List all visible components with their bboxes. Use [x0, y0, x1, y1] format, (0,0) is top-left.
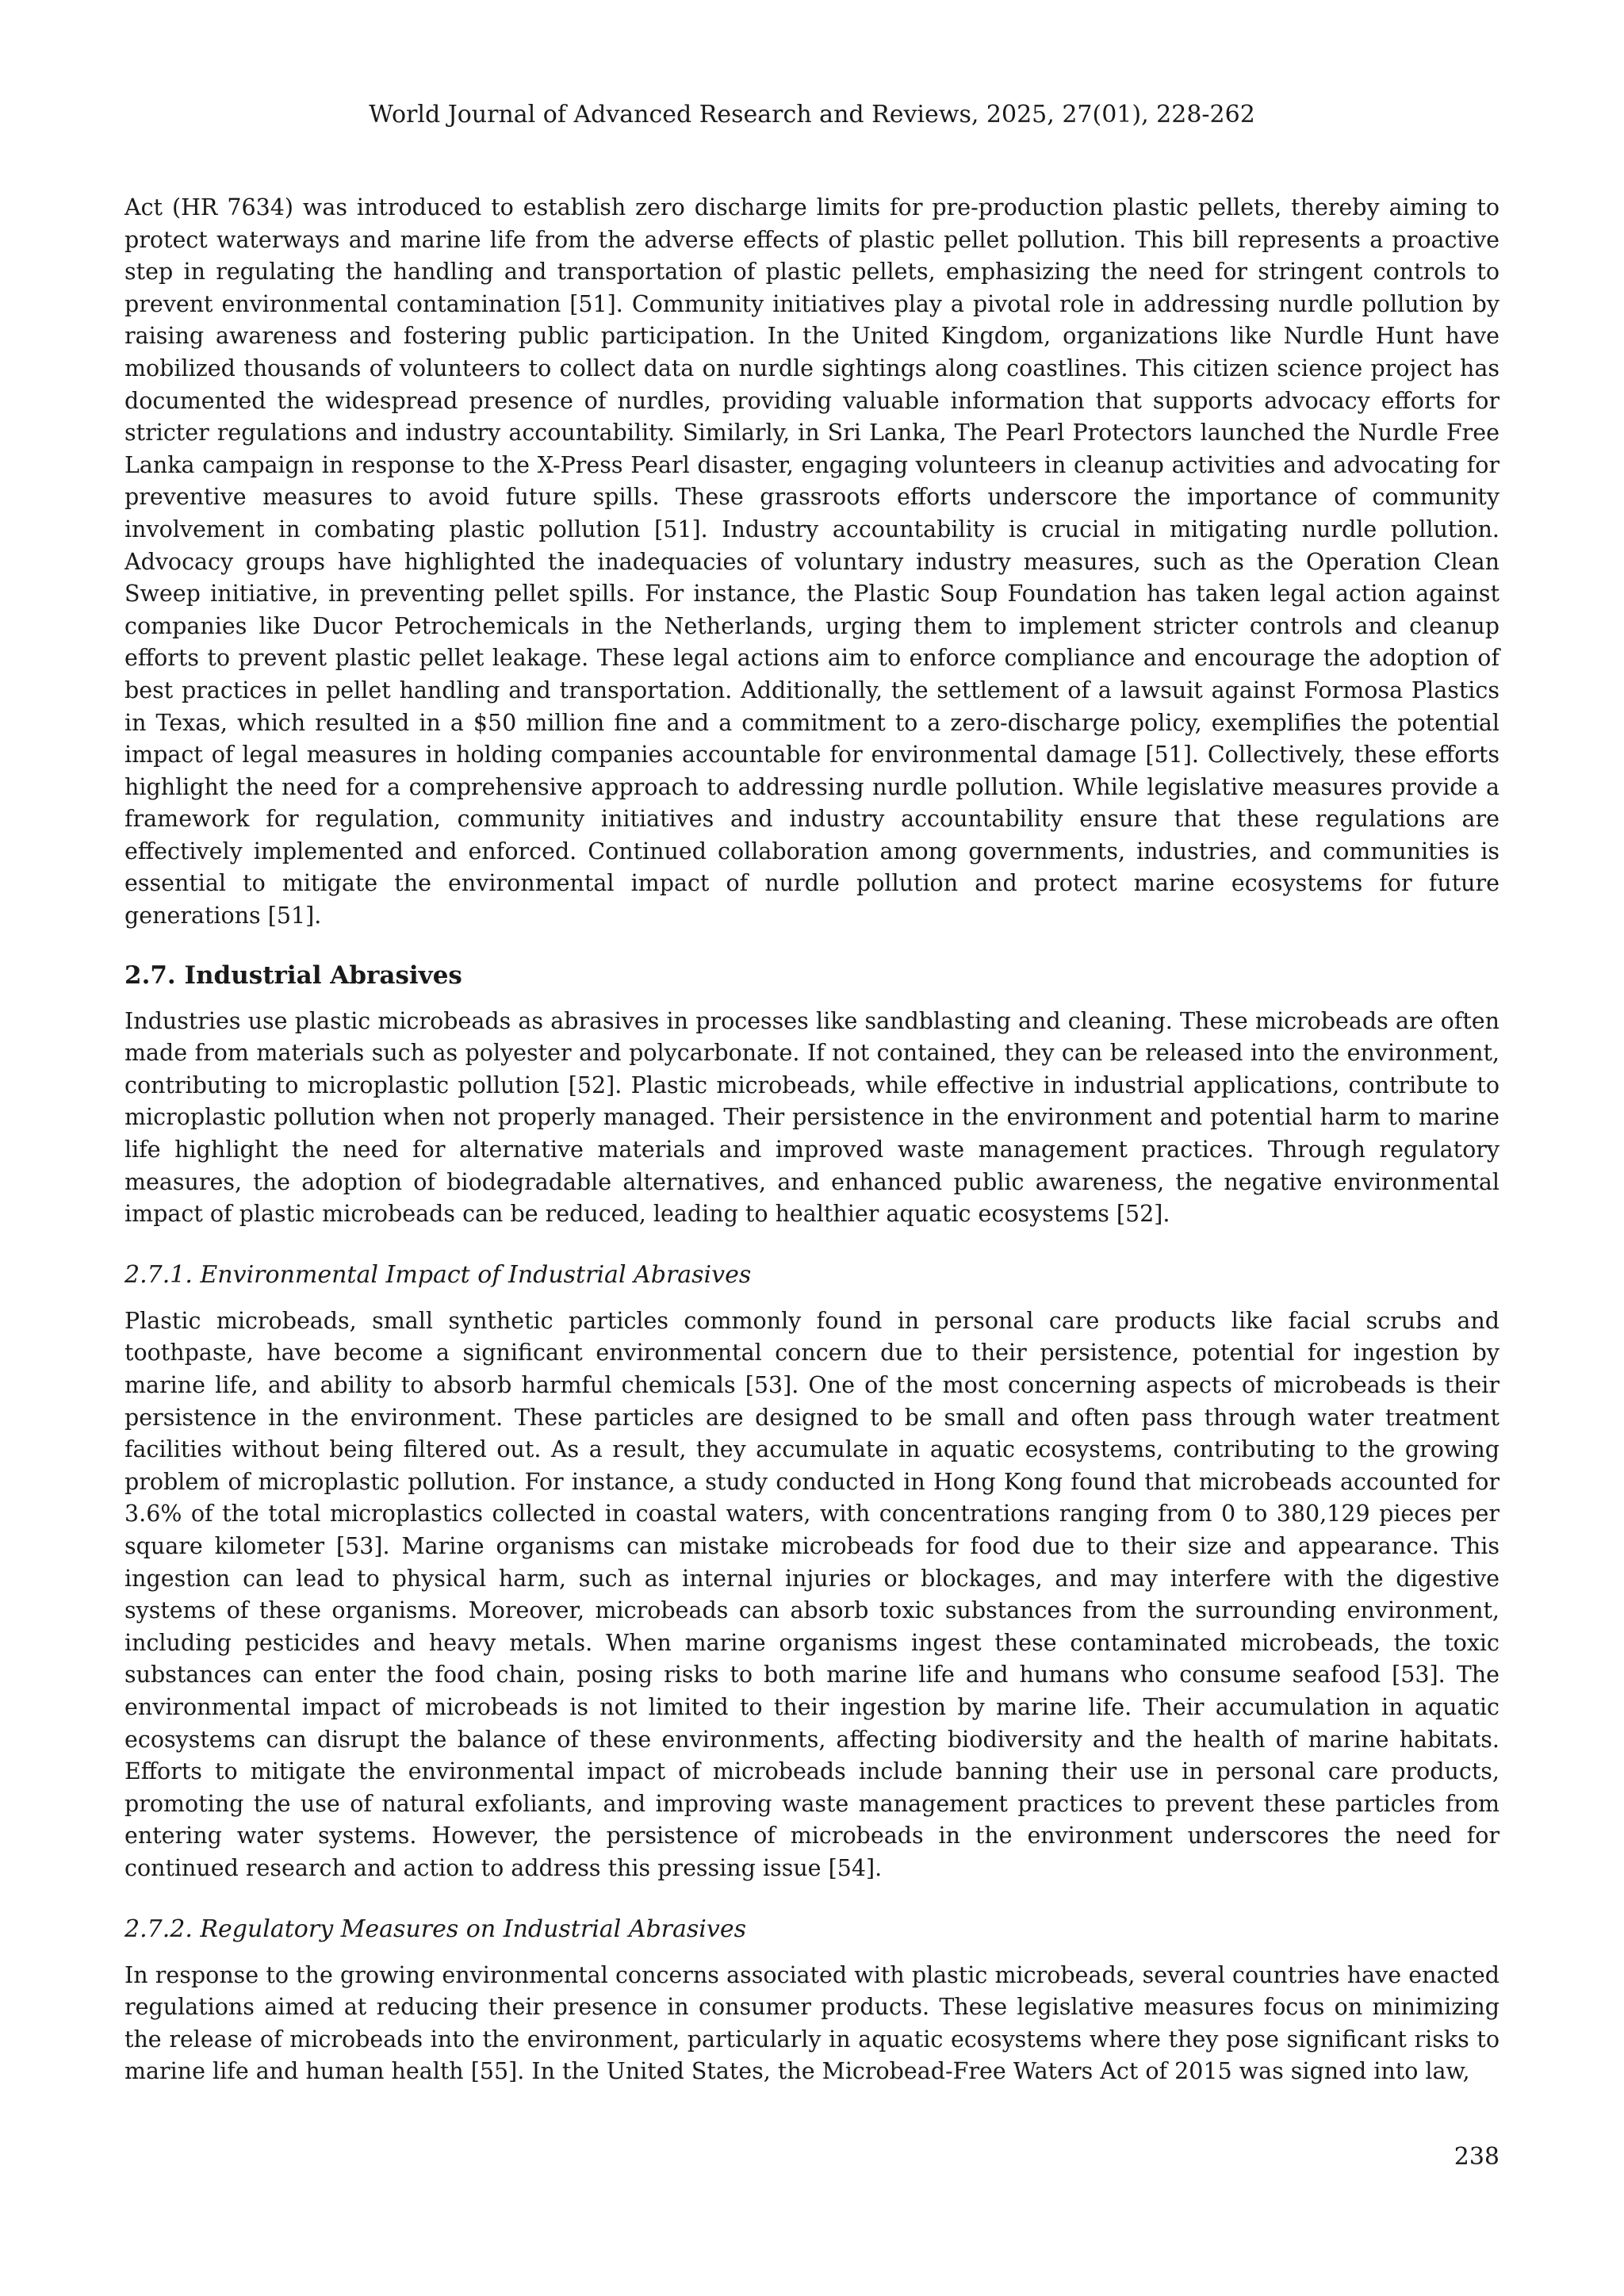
paragraph-regulatory-measures: In response to the growing environmental concerns associated with plastic microbeads, several countries have enacted regulations aimed at reducing their presence in consumer products. These legislative measures focus on minimizing the release of microbeads into the environment, particularly in aquatic ecosystems where they pose significant risks to marine life and human health [55]. In the United States, the Microbead-Free Waters Act of 2015 was signed into law,: [124, 1961, 1500, 2085]
subsection-heading-environmental-impact: 2.7.1. Environmental Impact of Industrial Abrasives: [124, 1260, 752, 1289]
paragraph-industrial-abrasives: Industries use plastic microbeads as abrasives in processes like sandblasting and cleaning. These microbeads are often made from materials such as polyester and polycarbonate. If not contained, they can be released into the environment, contributing to microplastic pollution [52]. Plastic microbeads, while effective in industrial applications, contribute to microplastic pollution when not properly managed. Their persistence in the environment and potential harm to marine life highlight the need for alternative materials and improved waste management practices. Through regulatory measures, the adoption of biodegradable alternatives, and enhanced public awareness, the negative environmental impact of plastic microbeads can be reduced, leading to healthier aquatic ecosystems [52].: [124, 1007, 1500, 1228]
paragraph-environmental-impact: Plastic microbeads, small synthetic particles commonly found in personal care products like facial scrubs and toothpaste, have become a significant environmental concern due to their persistence, potential for ingestion by marine life, and ability to absorb harmful chemicals [53]. One of the most concerning aspects of microbeads is their persistence in the environment. These particles are designed to be small and often pass through water treatment facilities without being filtered out. As a result, they accumulate in aquatic ecosystems, contributing to the growing problem of microplastic pollution. For instance, a study conducted in Hong Kong found that microbeads accounted for 3.6% of the total microplastics collected in coastal waters, with concentrations ranging from 0 to 380,129 pieces per square kilometer [53]. Marine organisms can mistake microbeads for food due to their size and appearance. This ingestion can lead to physical harm, such as internal injuries or blockages, and may interfere with the digestive systems of these organisms. Moreover, microbeads can absorb toxic substances from the surrounding environment, including pesticides and heavy metals. When marine organisms ingest these contaminated microbeads, the toxic substances can enter the food chain, posing risks to both marine life and humans who consume seafood [53]. The environmental impact of microbeads is not limited to their ingestion by marine life. Their accumulation in aquatic ecosystems can disrupt the balance of these environments, affecting biodiversity and the health of marine habitats. Efforts to mitigate the environmental impact of microbeads include banning their use in personal care products, promoting the use of natural exfoliants, and improving waste management practices to prevent these particles from entering water systems. However, the persistence of microbeads in the environment underscores the need for continued research and action to address this pressing issue [54].: [124, 1307, 1500, 1881]
body-content: [124, 192, 1500, 2088]
subsection-heading-regulatory-measures: 2.7.2. Regulatory Measures on Industrial Abrasives: [124, 1915, 746, 1943]
page-number: 238: [1454, 2143, 1500, 2171]
section-heading-industrial-abrasives: 2.7. Industrial Abrasives: [124, 960, 462, 990]
running-header: World Journal of Advanced Research and Reviews, 2025, 27(01), 228-262: [369, 101, 1255, 128]
paragraph-nurdle-pollution-measures: Act (HR 7634) was introduced to establish zero discharge limits for pre-production plastic pellets, thereby aiming to protect waterways and marine life from the adverse effects of plastic pellet pollution. This bill represents a proactive step in regulating the handling and transportation of plastic pellets, emphasizing the need for stringent controls to prevent environmental contamination [51]. Community initiatives play a pivotal role in addressing nurdle pollution by raising awareness and fostering public participation. In the United Kingdom, organizations like Nurdle Hunt have mobilized thousands of volunteers to collect data on nurdle sightings along coastlines. This citizen science project has documented the widespread presence of nurdles, providing valuable information that supports advocacy efforts for stricter regulations and industry accountability. Similarly, in Sri Lanka, The Pearl Protectors launched the Nurdle Free Lanka campaign in response to the X-Press Pearl disaster, engaging volunteers in cleanup activities and advocating for preventive measures to avoid future spills. These grassroots efforts underscore the importance of community involvement in combating plastic pollution [51]. Industry accountability is crucial in mitigating nurdle pollution. Advocacy groups have highlighted the inadequacies of voluntary industry measures, such as the Operation Clean Sweep initiative, in preventing pellet spills. For instance, the Plastic Soup Foundation has taken legal action against companies like Ducor Petrochemicals in the Netherlands, urging them to implement stricter controls and cleanup efforts to prevent plastic pellet leakage. These legal actions aim to enforce compliance and encourage the adoption of best practices in pellet handling and transportation. Additionally, the settlement of a lawsuit against Formosa Plastics in Texas, which resulted in a $50 million fine and a commitment to a zero-discharge policy, exemplifies the potential impact of legal measures in holding companies accountable for environmental damage [51]. Collectively, these efforts highlight the need for a comprehensive approach to addressing nurdle pollution. While legislative measures provide a framework for regulation, community initiatives and industry accountability ensure that these regulations are effectively implemented and enforced. Continued collaboration among governments, industries, and communities is essential to mitigate the environmental impact of nurdle pollution and protect marine ecosystems for future generations [51].: [124, 194, 1500, 930]
